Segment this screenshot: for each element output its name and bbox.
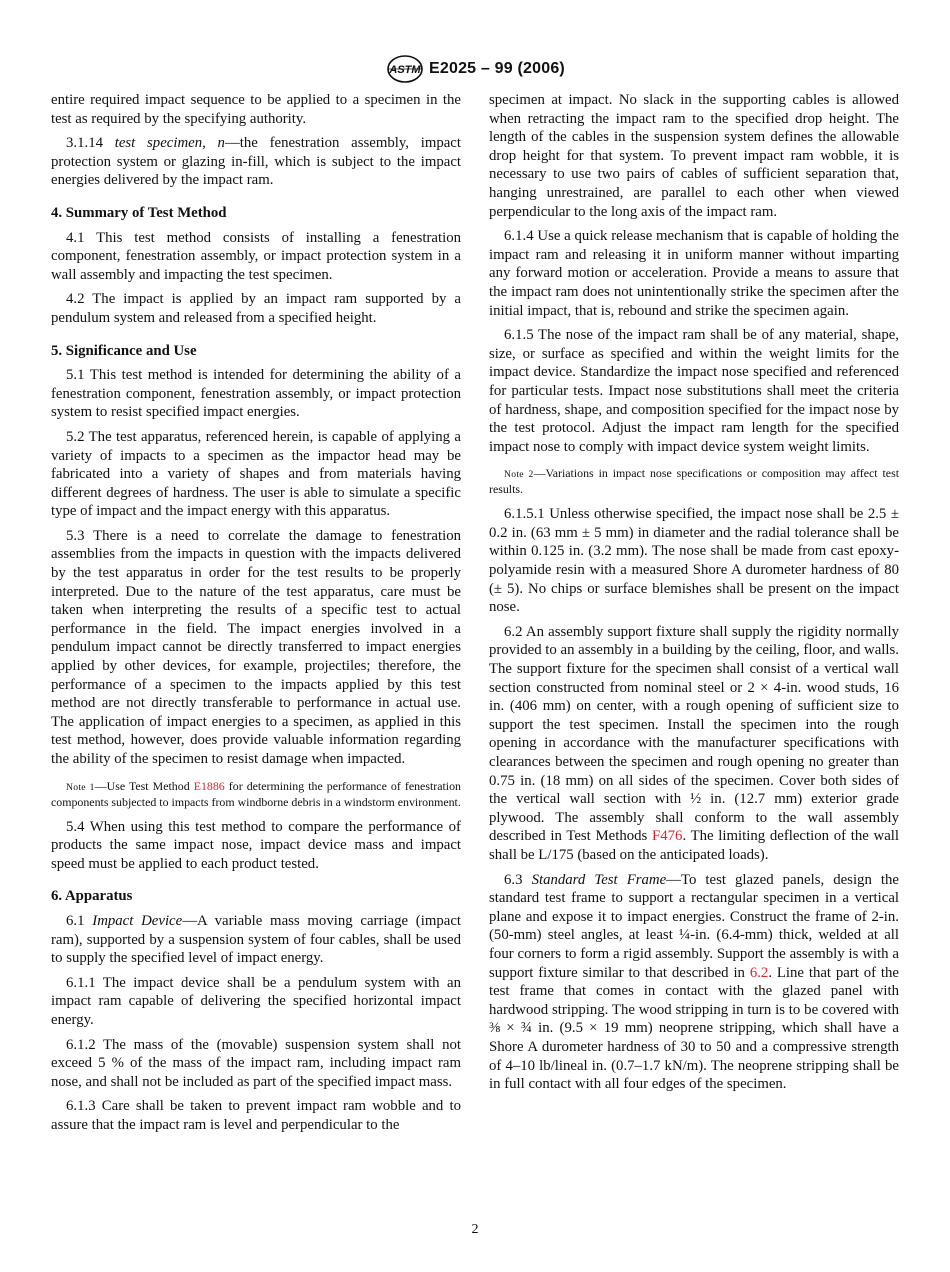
- note-1: [51, 779, 461, 810]
- note-2: [489, 466, 899, 497]
- paragraph-4-2: 4.2 The impact is applied by an impact ram supported by a pendulum system and released from a specified height.: [51, 291, 461, 326]
- paragraph-text: . The limiting deflection of the wall shall be L/175 (based on the anticipated loads).: [489, 828, 900, 863]
- paragraph-6-1-3: 6.1.3 Care shall be taken to prevent impact ram wobble and to assure that the impact ram is level and perpendicular to the: [51, 1098, 461, 1133]
- paragraph-5-3: 5.3 There is a need to correlate the damage to fenestration assemblies from the impacts in question with the impacts delivered by the test apparatus in order for the test results to be properly interpreted. Due to the nature of the test apparatus, care must be taken when interpreting the results of a specific test to actual performance in the field. The impact energies involved in a pendulum impact cannot be directly transferred to impact energies applied by other devices, for example, projectiles; therefore, the performance of a specimen to the impacts applied by this test method are not directly transferable to performance in actual use. The application of impact energies to a specimen, as applied in this test method, however, does provide valuable information regarding the ability of the specimen to resist damage when impacted.: [51, 527, 461, 767]
- paragraph-text: 6.2 An assembly support fixture shall supply the rigidity normally provided to an assembly in a building by the ceiling, floor, and walls. The support fixture for the specimen shall consist of a vertical wall section constructed from nominal steel or 2 × 4-in. wood studs, 16 in. (406 mm) on center, with a rough opening of sufficient size to support the test specimen. Install the specimen into the rough opening in accordance with the manufacturer specifications with clearances between the specimen and rough opening no greater than 0.75 in. (18 mm) on all sides of the specimen. Cover both sides of the vertical wall section with ½ in. (12.7 mm) exterior grade plywood. The assembly shall conform to the wall assembly described in Test Methods: [489, 623, 899, 845]
- paragraph-text: —To test glazed panels, design the standard test frame to support a rectangular specimen in a vertical plane and expose it to impact energies. Construct the frame of 2-in. (50-mm) steel angles, at least ¼-in. (6.4-mm) thick, welded at all four corners to form a rigid assembly. Support the assembly is with a support fixture similar to that described in: [489, 871, 899, 981]
- link-section-6-2[interactable]: 6.2: [749, 964, 769, 981]
- note-text: —Use Test Method: [94, 778, 194, 793]
- link-f476[interactable]: F476: [652, 828, 683, 845]
- defined-term: test specimen, n: [114, 135, 225, 152]
- note-text: for determining the performance of fenestration components subjected to impacts from windborne debris in a windstorm environment.: [51, 778, 461, 809]
- heading-summary: 4. Summary of Test Method: [51, 204, 227, 221]
- note-text: —Variations in impact nose specifications or composition may affect test results.: [489, 466, 900, 497]
- section-number: 6.1: [66, 912, 93, 929]
- page-header: [0, 54, 950, 84]
- paragraph-6-1-5: 6.1.5 The nose of the impact ram shall be of any material, shape, size, or surface as specified and within the weight limits for the impact device. Standardize the impact nose specified and referenced for particular tests. Impact nose substitutions shall meet the criteria of hardness, shape, and composition specified for the impact nose by the test protocol. Adjust the impact ram length for the specified impact nose to comply with impact device system weight limits.: [489, 327, 899, 455]
- link-e1886[interactable]: E1886: [193, 778, 225, 793]
- paragraph-6-1-1: 6.1.1 The impact device shall be a pendulum system with an impact ram capable of delivering the specified horizontal impact energy.: [51, 974, 461, 1028]
- page-number: 2: [471, 1222, 479, 1237]
- defined-term: Standard Test Frame: [531, 871, 667, 888]
- defined-term: Impact Device: [92, 912, 183, 929]
- paragraph-5-4: 5.4 When using this test method to compare the performance of products the same impact nose, impact device mass and impact speed must be applied to each product tested.: [51, 818, 461, 872]
- paragraph-5-2: 5.2 The test apparatus, referenced herein, is capable of applying a variety of impacts to a specimen as the impactor head may be fabricated into a variety of shapes and from materials having different degrees of hardness. The user is able to simulate a specific type of impact and the impact energy with this apparatus.: [51, 428, 461, 520]
- paragraph-6-2: [489, 623, 899, 865]
- paragraph-6-3: [489, 871, 899, 1094]
- heading-apparatus: 6. Apparatus: [51, 888, 133, 905]
- paragraph-text: . Line that part of the test frame that comes in contact with the glazed panel with hardwood stripping. The wood stripping in turn is to be covered with ⅜ × ¾ in. (9.5 × 19 mm) neoprene stripping, which shall have a Shore A durometer hardness of 30 to 50 and a compressive strength of 4–10 lb/lineal in. (0.7–1.7 kN/m). The neoprene stripping shall be in full contact with all four edges of the specimen.: [489, 964, 899, 1093]
- document-id: E2025 – 99 (2006): [429, 60, 565, 77]
- paragraph-5-1: 5.1 This test method is intended for determining the ability of a fenestration component, fenestration assembly, or impact protection system to resist specified impact energies.: [51, 367, 461, 421]
- astm-logo-text: ASTM: [389, 64, 421, 76]
- note-label: Note 1: [66, 781, 95, 793]
- paragraph-6-1: [51, 912, 461, 968]
- heading-significance: 5. Significance and Use: [51, 342, 197, 359]
- left-column: [51, 91, 461, 1141]
- paragraph-6-1-2: 6.1.2 The mass of the (movable) suspension system shall not exceed 5 % of the mass of the impact ram, including impact ram nose, and shall not be included as part of the specified impact mass.: [51, 1036, 461, 1090]
- paragraph-continued: entire required impact sequence to be applied to a specimen in the test as required by the specifying authority.: [51, 92, 461, 127]
- paragraph-4-1: 4.1 This test method consists of installing a fenestration component, fenestration assembly, or impact protection system in a wall assembly and impacting the test specimen.: [51, 229, 461, 283]
- paragraph-3-1-14: [51, 134, 461, 190]
- section-number: 3.1.14: [66, 135, 115, 152]
- section-number: 6.3: [504, 871, 532, 888]
- paragraph-6-1-4: 6.1.4 Use a quick release mechanism that is capable of holding the impact ram and releasing it in uniform manner without imparting any forward motion or acceleration. Provide a means to assure that the impact ram does not unintentionally strike the specimen after the initial impact, that is, rebound and strike the specimen again.: [489, 228, 899, 319]
- paragraph-continued: specimen at impact. No slack in the supporting cables is allowed when retracting the impact ram to the specified drop height. The length of the cables in the suspension system defines the allowable drop height for that system. To prevent impact ram wobble, it is necessary to use two pairs of cables of sufficient separation that, hanging unrestrained, are parallel to each other when viewed perpendicular to the long axis of the impact ram.: [489, 92, 899, 220]
- paragraph-text: —A variable mass moving carriage (impact ram), supported by a suspension system of four cables, shall be used to supply the specified level of impact energy.: [51, 912, 461, 967]
- definition-text: —the fenestration assembly, impact protection system or glazing in-fill, which is subject to the impact energies delivered by the impact ram.: [51, 135, 461, 189]
- paragraph-6-1-5-1: 6.1.5.1 Unless otherwise specified, the impact nose shall be 2.5 ± 0.2 in. (63 mm ± 5 mm) in diameter and the radial tolerance shall be within 0.125 in. (3.2 mm). The nose shall be made from cast epoxy-polyamide resin with a measured Shore A durometer hardness of 80 (± 5). No chips or surface blemishes shall be present on the impact nose.: [489, 506, 899, 616]
- note-label: Note 2: [504, 469, 534, 481]
- right-column: [489, 91, 899, 1100]
- astm-logo-icon: [385, 54, 425, 84]
